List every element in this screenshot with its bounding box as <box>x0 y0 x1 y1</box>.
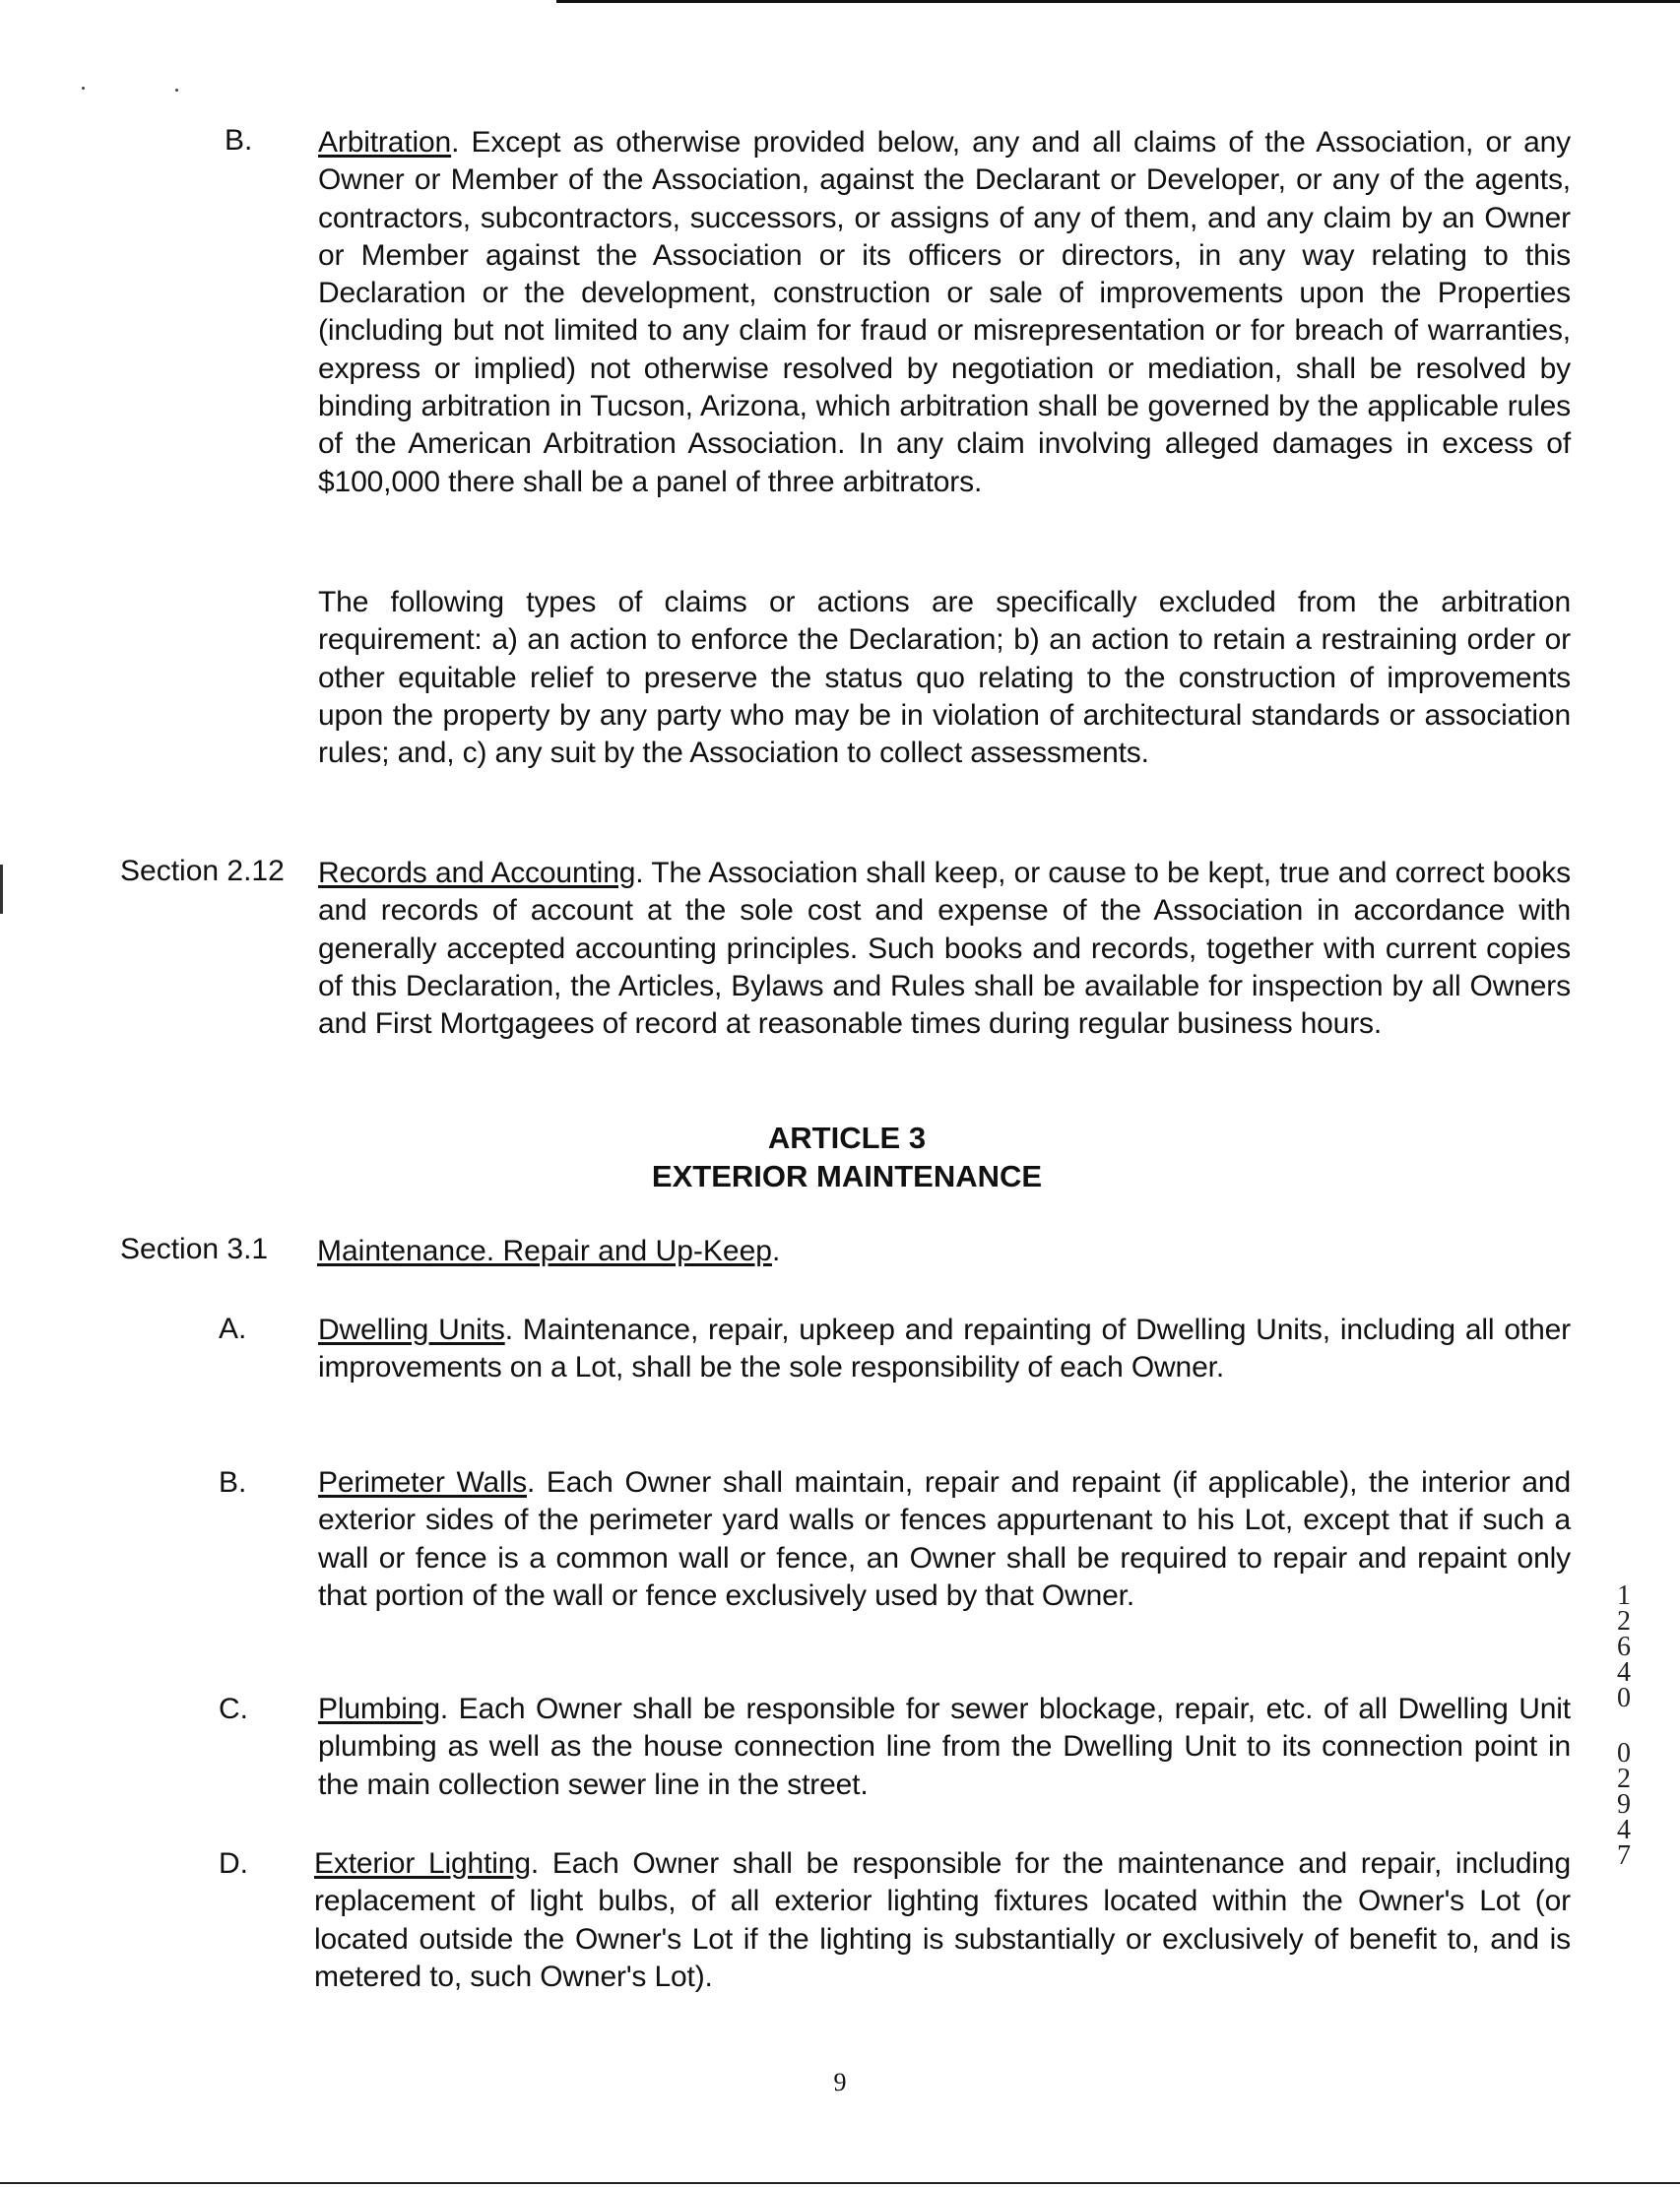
section-b-text: . Except as otherwise provided below, any and all claims of the Association, or any Owner or Member of the Association, against the Declarant or Developer, or any of the agents, contractors, subcontractors, successors, or assigns of any of them, and any claim by an Owner or Member against the Association or its officers or directors, in any way relating to this Declaration or the development, construction or sale of improvements upon the Properties (including but not limited to any claim for fraud or misrepresentation or for breach of warranties, express or implied) not otherwise resolved by negotiation or mediation, shall be resolved by binding arbitration in Tucson, Arizona, which arbitration shall be governed by the applicable rules of the American Arbitration Association. In any claim involving alleged damages in excess of $100,000 there shall be a panel of three arbitrators. <box>318 126 1571 498</box>
stamp-digit: 4 <box>1617 1657 1631 1688</box>
scan-left-mark <box>0 865 3 914</box>
item-a-text: . Maintenance, repair, upkeep and repainting of Dwelling Units, including all other improvements on a Lot, shall be the sole responsibility of each Owner. <box>318 1314 1571 1384</box>
item-c-paragraph <box>318 1691 1571 1804</box>
item-a-paragraph <box>318 1312 1571 1387</box>
item-d-title: Exterior Lighting <box>314 1847 531 1880</box>
section-3-1-label: Section 3.1 <box>120 1233 269 1265</box>
scan-speck <box>82 87 85 90</box>
section-b-title: Arbitration <box>318 126 452 159</box>
stamp-digit: 6 <box>1617 1632 1631 1662</box>
section-2-12-label: Section 2.12 <box>120 855 285 887</box>
stamp-gap <box>1609 1711 1639 1741</box>
section-3-1-title: Maintenance. Repair and Up-Keep <box>317 1235 772 1267</box>
stamp-digit: 2 <box>1617 1764 1631 1794</box>
stamp-digit: 0 <box>1617 1738 1631 1769</box>
section-b-paragraph <box>318 124 1571 501</box>
article-number: ARTICLE 3 <box>767 1121 927 1155</box>
item-c-title: Plumbing <box>318 1693 440 1725</box>
stamp-digit: 1 <box>1617 1580 1631 1611</box>
item-b-text: . Each Owner shall maintain, repair and repaint (if applicable), the interior and exterior sides of the perimeter yard walls or fences appurtenant to his Lot, except that if such a wall or fence is a common wall or fence, an Owner shall be required to repair and repaint only that portion of the wall or fence exclusively used by that Owner. <box>318 1466 1571 1612</box>
section-2-12-title: Records and Accounting <box>318 857 636 889</box>
section-3-1-title-suffix: . <box>771 1235 781 1267</box>
scan-speck <box>175 89 178 92</box>
item-b-label: B. <box>219 1466 247 1499</box>
stamp-digit: 2 <box>1617 1606 1631 1637</box>
section-3-1-heading <box>317 1233 780 1270</box>
stamp-digit: 7 <box>1617 1840 1631 1871</box>
section-2-12-paragraph <box>318 855 1571 1043</box>
stamp-digit: 0 <box>1617 1683 1631 1713</box>
article-title: EXTERIOR MAINTENANCE <box>651 1159 1043 1193</box>
section-2-12-text: . The Association shall keep, or cause to be kept, true and correct books and records of account at the sole cost and expense of the Association in accordance with generally accepted accounting principles. Such books and records, together with current copies of this Declaration, the Articles, Bylaws and Rules shall be available for inspection by all Owners and First Mortgagees of record at reasonable times during regular business hours. <box>318 857 1571 1041</box>
item-a-title: Dwelling Units <box>318 1314 505 1346</box>
item-c-text: . Each Owner shall be responsible for sewer blockage, repair, etc. of all Dwelling Unit plumbing as well as the house connection line from the Dwelling Unit to its connection point in the main collection sewer line in the street. <box>318 1693 1571 1801</box>
item-c-label: C. <box>219 1693 248 1725</box>
section-b-exclusions-paragraph <box>318 584 1571 772</box>
scan-bottom-border <box>0 2182 1680 2184</box>
stamp-digit: 4 <box>1617 1815 1631 1845</box>
scan-top-border <box>556 0 1680 3</box>
item-b-paragraph <box>318 1464 1571 1615</box>
item-d-label: D. <box>219 1847 248 1880</box>
page-number: 9 <box>833 2068 847 2096</box>
stamp-digit: 9 <box>1617 1789 1631 1820</box>
section-b-exclusions-text: The following types of claims or actions are specifically excluded from the arbitration requirement: a) an action to enforce the Declaration; b) an action to retain a restraining order or other equitable relief to preserve the status quo relating to the construction of improvements upon the property by any party who may be in violation of architectural standards or association rules; and, c) any suit by the Association to collect assessments. <box>318 586 1571 770</box>
recording-stamp <box>1609 1580 1639 1871</box>
item-d-paragraph <box>314 1845 1571 1996</box>
item-a-label: A. <box>219 1313 247 1345</box>
section-b-label: B. <box>225 124 253 157</box>
item-d-text: . Each Owner shall be responsible for the maintenance and repair, including replacement of light bulbs, of all exterior lighting fixtures located within the Owner's Lot (or located outside the Owner's Lot if the lighting is substantially or exclusively of benefit to, and is metered to, such Owner's Lot). <box>314 1847 1571 1993</box>
item-b-title: Perimeter Walls <box>318 1466 527 1499</box>
